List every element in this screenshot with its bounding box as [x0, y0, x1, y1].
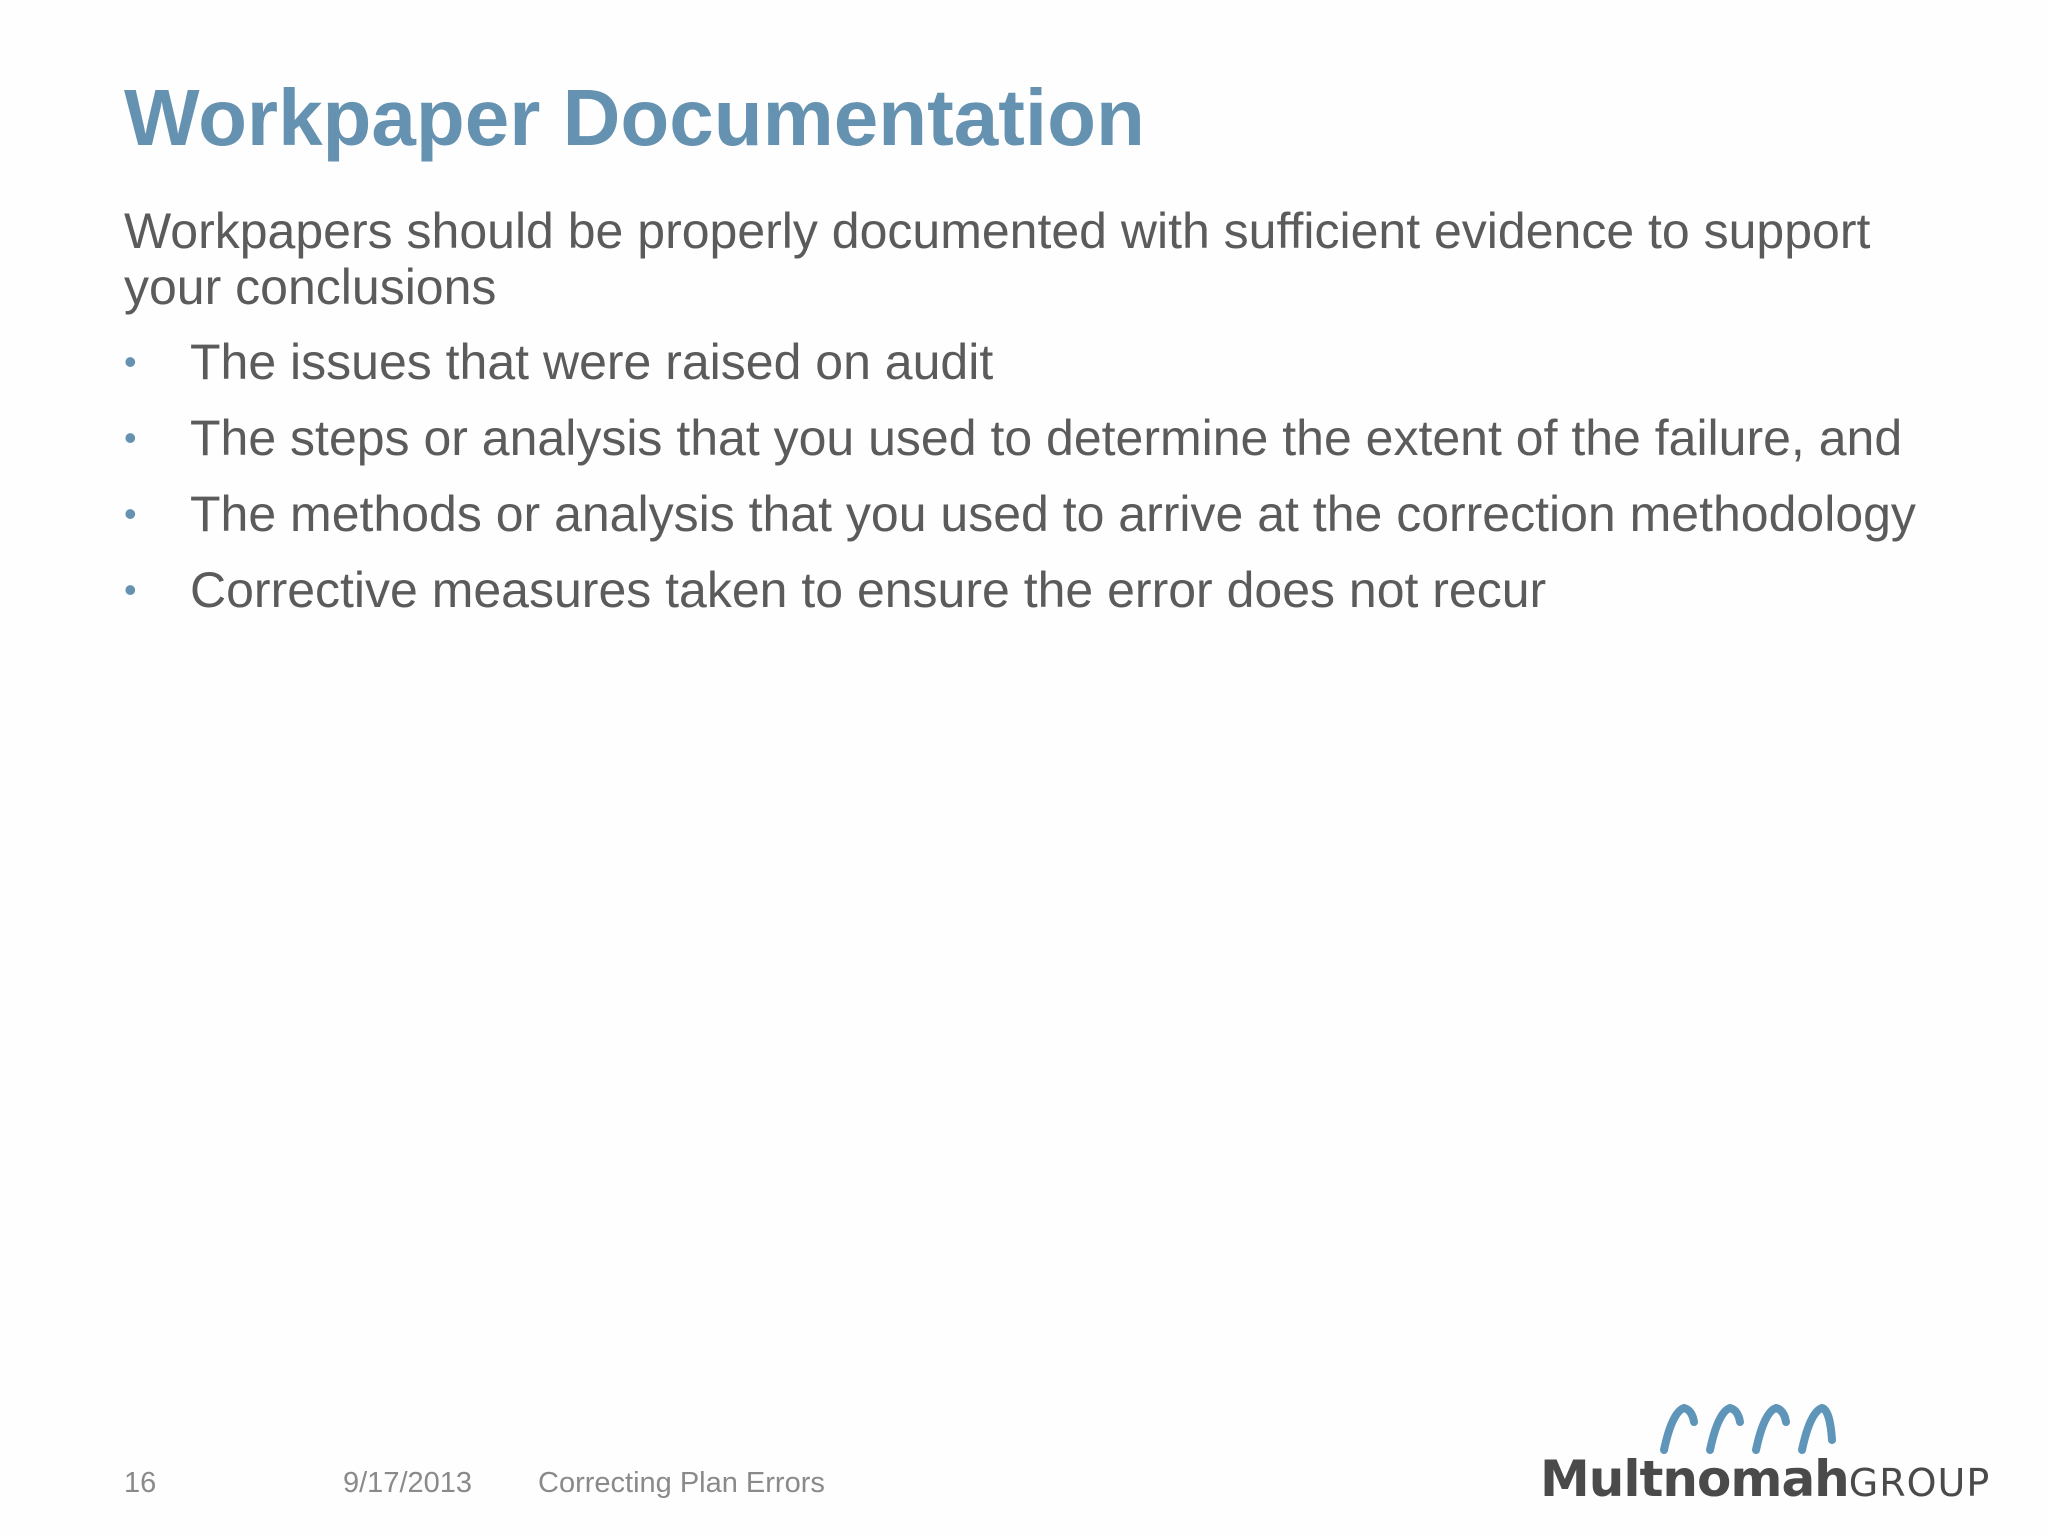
logo-name-main: Multnomah: [1540, 1450, 1849, 1508]
bullet-list: [124, 334, 1944, 638]
bullet-icon: •: [124, 417, 137, 458]
intro-paragraph: Workpapers should be properly documented with sufficient evidence to support your conclusions: [124, 203, 1871, 315]
slide-title: Workpaper Documentation: [124, 73, 1145, 162]
list-item: [124, 486, 1944, 542]
bullet-icon: •: [124, 569, 137, 610]
logo-name-suffix: GROUP: [1848, 1461, 1991, 1505]
bullet-text: The issues that were raised on audit: [190, 334, 994, 390]
footer-page-number: 16: [124, 1467, 157, 1499]
bullet-icon: •: [124, 493, 137, 534]
company-logo: [1540, 1400, 1991, 1510]
list-item: [124, 410, 1944, 466]
footer-presentation-title: Correcting Plan Errors: [538, 1467, 825, 1499]
bullet-icon: •: [124, 341, 137, 382]
list-item: [124, 562, 1944, 618]
list-item: [124, 334, 1944, 390]
logo-wordmark: [1540, 1450, 1990, 1508]
waves-logo-icon: [1658, 1400, 1838, 1456]
bullet-text: The steps or analysis that you used to determine the extent of the failure, and: [190, 410, 1903, 466]
footer-date: 9/17/2013: [343, 1467, 473, 1499]
bullet-text: Corrective measures taken to ensure the error does not recur: [190, 562, 1547, 618]
bullet-text: The methods or analysis that you used to arrive at the correction methodology: [190, 486, 1916, 542]
